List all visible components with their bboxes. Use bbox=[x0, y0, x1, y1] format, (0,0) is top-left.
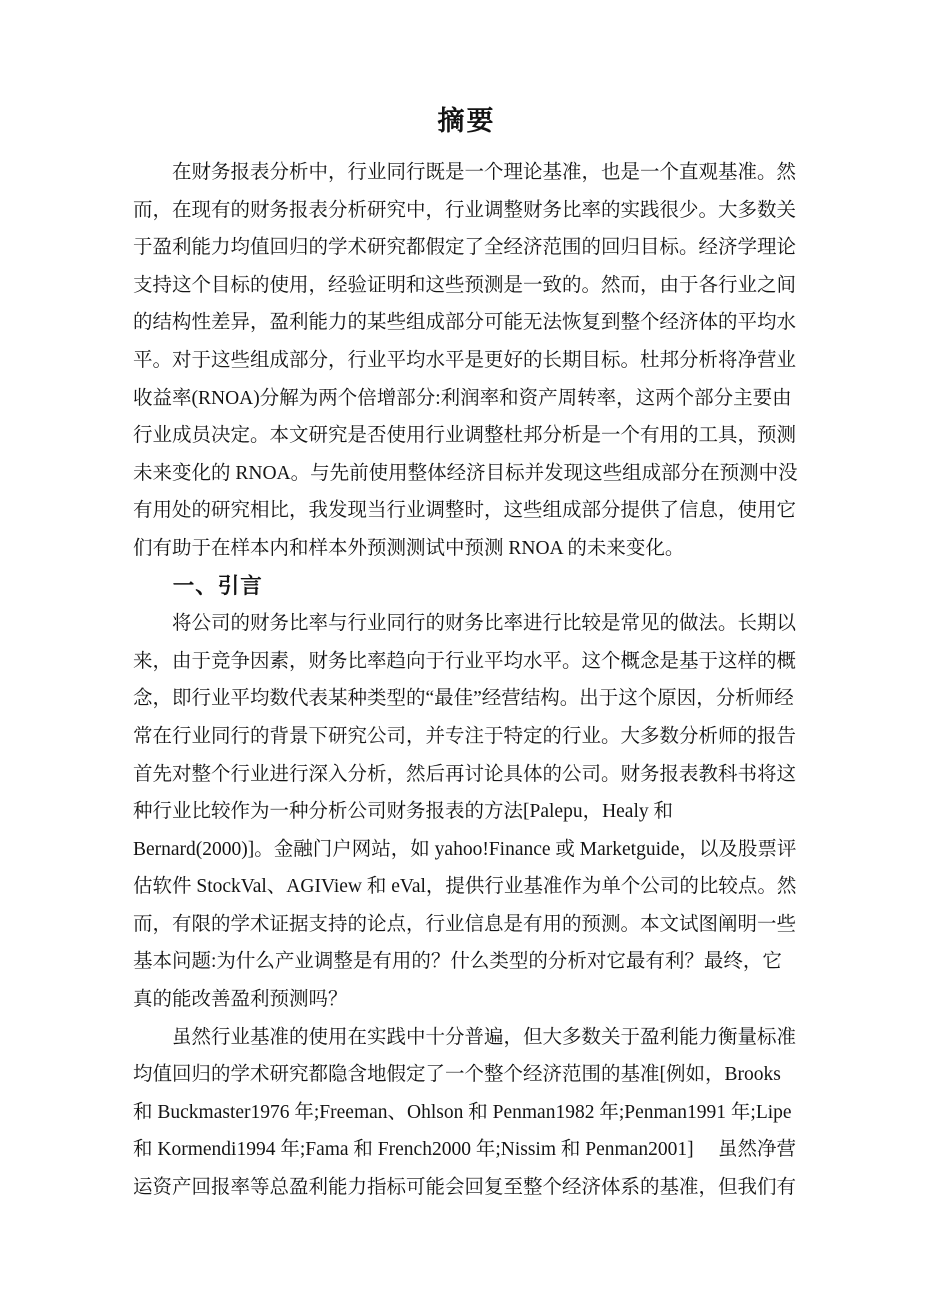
document-title: 摘要 bbox=[437, 106, 496, 137]
introduction-paragraph-1: 将公司的财务比率与行业同行的财务比率进行比较是常见的做法。长期以来，由于竞争因素，财务比率趋向于行业平均水平。这个概念是基于这样的概念，即行业平均数代表某种类型的“最佳”经营结构。出于这个原因，分析师经常在行业同行的背景下研究公司，并专注于特定的行业。大多数分析师的报告首先对整个行业进行深入分析，然后再讨论具体的公司。财务报表教科书将这种行业比较作为一种分析公司财务报表的方法[Palepu，Healy 和 Bernard(2000)]。金融门户网站，如 yahoo!Finance 或 Marketguide，以及股票评估软件 StockVal、AGIView 和 eVal，提供行业基准作为单个公司的比较点。然而，有限的学术证据支持的论点，行业信息是有用的预测。本文试图阐明一些基本问题:为什么产业调整是有用的？什么类型的分析对它最有利？最终，它真的能改善盈利预测吗？ bbox=[133, 613, 797, 1011]
section-heading-introduction: 一、引言 bbox=[172, 573, 263, 599]
abstract-paragraph: 在财务报表分析中，行业同行既是一个理论基准，也是一个直观基准。然而，在现有的财务报表分析研究中，行业调整财务比率的实践很少。大多数关于盈利能力均值回归的学术研究都假定了全经济范围的回归目标。经济学理论支持这个目标的使用，经验证明和这些预测是一致的。然而，由于各行业之间的结构性差异，盈利能力的某些组成部分可能无法恢复到整个经济体的平均水平。对于这些组成部分，行业平均水平是更好的长期目标。杜邦分析将净营业收益率(RNOA)分解为两个倍增部分:利润率和资产周转率，这两个部分主要由行业成员决定。本文研究是否使用行业调整杜邦分析是一个有用的工具，预测未来变化的 RNOA。与先前使用整体经济目标并发现这些组成部分在预测中没有用处的研究相比，我发现当行业调整时，这些组成部分提供了信息，使用它们有助于在样本内和样本外预测测试中预测 RNOA 的未来变化。 bbox=[133, 162, 798, 559]
introduction-paragraph-2: 虽然行业基准的使用在实践中十分普遍，但大多数关于盈利能力衡量标准均值回归的学术研究都隐含地假定了一个整个经济范围的基准[例如，Brooks 和 Buckmaster1976 年;Freeman、Ohlson 和 Penman1982 年;Penman1991 年;Lipe 和 Kormendi1994 年;Fama 和 French2000 年;Nissim 和 Penman2001] 虽然净营运资产回报率等总盈利能力指标可能会回复至整个经济体系的基准，但我们有 bbox=[133, 1026, 797, 1199]
